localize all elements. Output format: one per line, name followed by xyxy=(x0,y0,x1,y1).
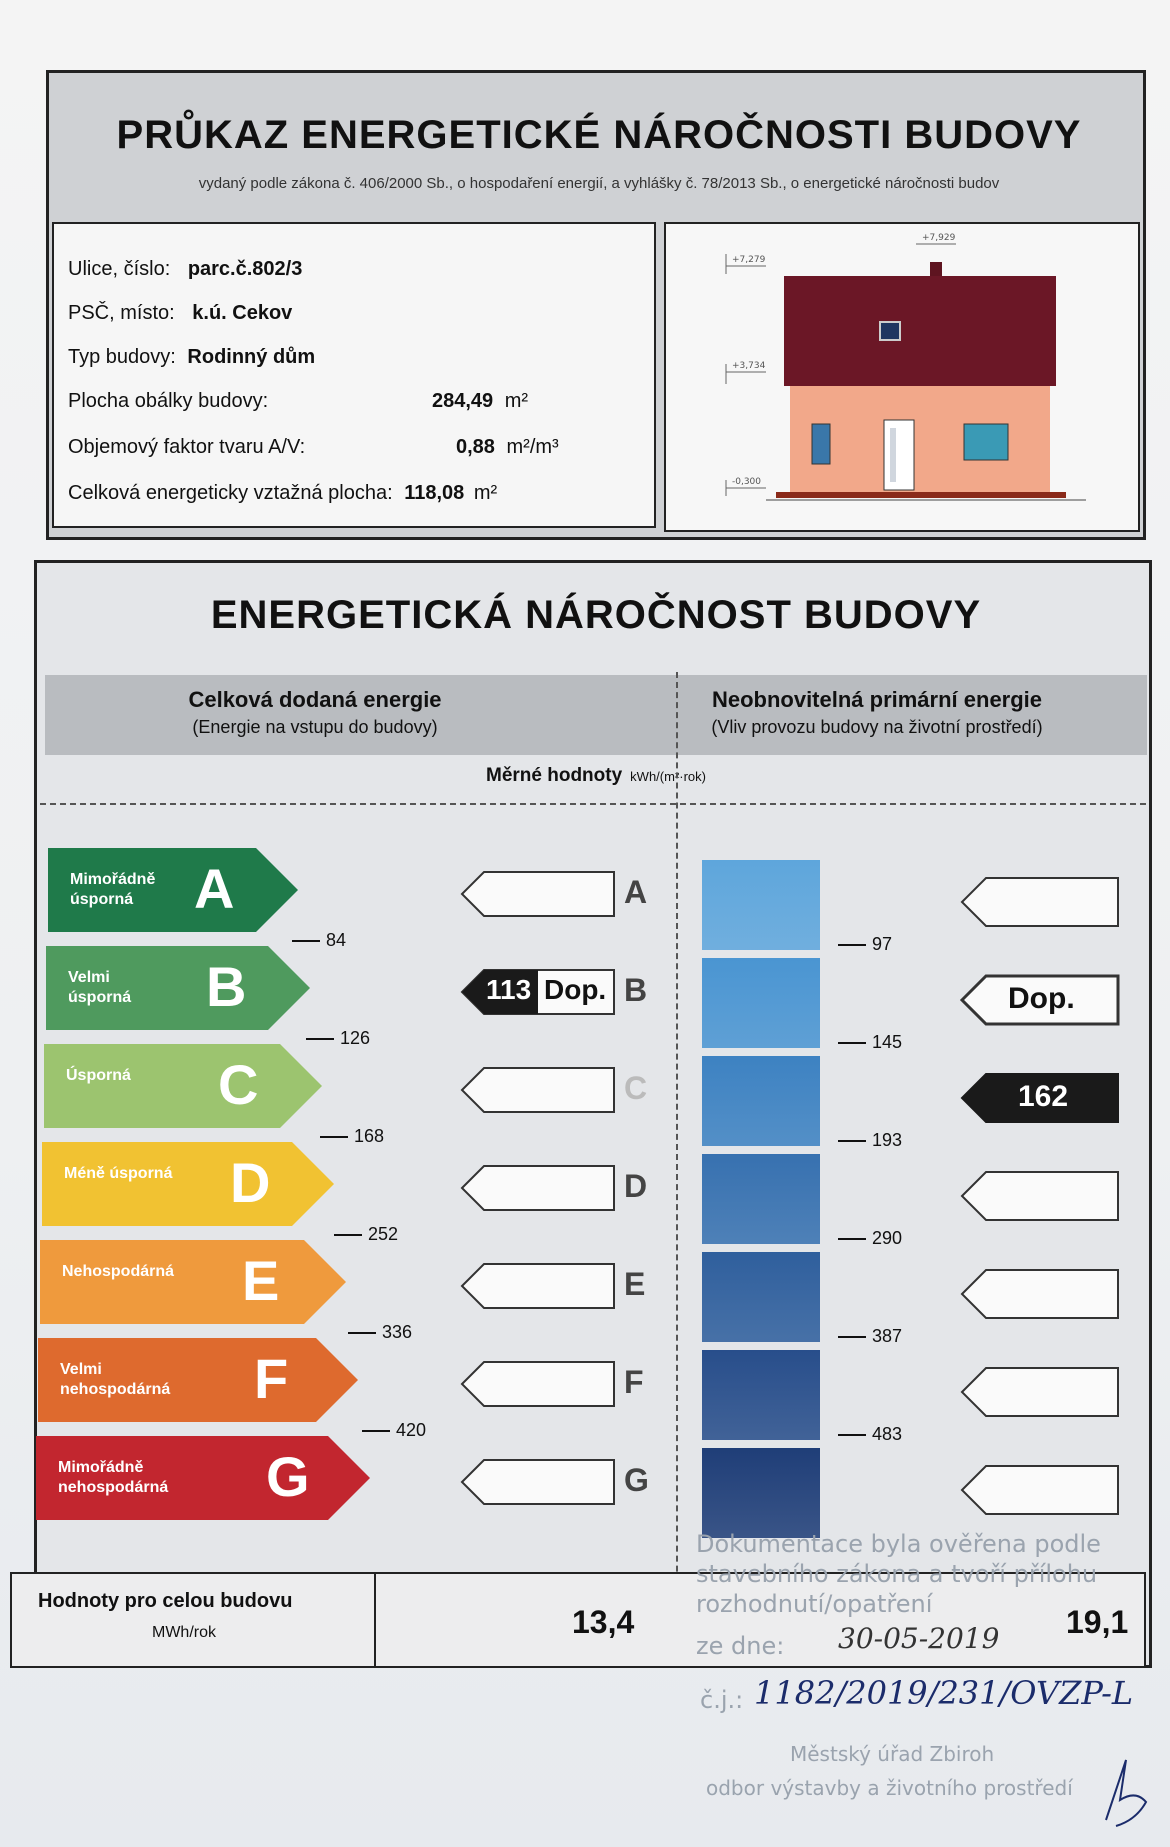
energy-class-a xyxy=(48,848,298,932)
factor-row xyxy=(68,436,628,459)
energy-class-f xyxy=(38,1338,358,1422)
primary-rating-slot-e xyxy=(960,1268,1122,1325)
city-value: k.ú. Cekov xyxy=(192,302,293,324)
level-minus-0300: -0,300 xyxy=(732,477,762,487)
primary-energy-header xyxy=(607,687,1147,738)
primary-scale-band xyxy=(702,1154,820,1244)
class-label: Mimořádně nehospodárná xyxy=(58,1459,169,1496)
stamp-line-2: stavebního zákona a tvoří přílohu xyxy=(696,1560,1098,1588)
primary-threshold: 290 xyxy=(838,1228,902,1249)
delivered-slot-letter: B xyxy=(624,972,648,1008)
street-value: parc.č.802/3 xyxy=(187,258,303,280)
delivered-slot-letter: F xyxy=(624,1364,644,1400)
delivered-slot-letter: A xyxy=(624,874,648,910)
class-letter: D xyxy=(230,1151,271,1214)
envelope-value: 284,49 xyxy=(432,390,494,412)
primary-scale-band xyxy=(702,860,820,950)
primary-rating-text: Dop. xyxy=(1008,982,1075,1015)
class-label: Méně úsporná xyxy=(64,1165,173,1182)
class-letter: B xyxy=(206,955,247,1018)
delivered-threshold: 168 xyxy=(320,1126,384,1147)
energy-class-d xyxy=(42,1142,334,1226)
delivered-slot-letter: G xyxy=(624,1462,649,1498)
primary-scale-band xyxy=(702,958,820,1048)
certificate-title: PRŮKAZ ENERGETICKÉ NÁROČNOSTI BUDOVY xyxy=(116,113,1082,157)
class-label: Nehospodárná xyxy=(62,1263,175,1280)
delivered-energy-header xyxy=(45,687,585,738)
factor-value: 0,88 xyxy=(456,436,495,458)
whole-building-unit: MWh/rok xyxy=(152,1624,216,1641)
primary-rating-value: 162 xyxy=(1018,1080,1069,1113)
primary-scale-band xyxy=(702,1056,820,1146)
type-label: Typ budovy: xyxy=(68,346,176,368)
primary-scale-band xyxy=(702,1350,820,1440)
primary-scale-band xyxy=(702,1252,820,1342)
envelope-row xyxy=(68,390,628,413)
energy-class-e xyxy=(40,1240,346,1324)
envelope-value-group xyxy=(432,390,528,413)
whole-building-title: Hodnoty pro celou budovu xyxy=(38,1590,293,1612)
stamp-date-label: ze dne: xyxy=(696,1632,785,1660)
stamp-date: 30-05-2019 xyxy=(838,1622,1000,1655)
primary-threshold: 193 xyxy=(838,1130,902,1151)
delivered-rating-slot-f xyxy=(460,1360,615,1406)
specific-values-unit: kWh/(m²·rok) xyxy=(630,769,706,784)
delivered-threshold: 252 xyxy=(334,1224,398,1245)
certificate-subtitle: vydaný podle zákona č. 406/2000 Sb., o hospodaření energií, a vyhlášky č. 78/2013 Sb., o energetické náročnosti budov xyxy=(198,175,1000,192)
energy-performance-title: ENERGETICKÁ NÁROČNOST BUDOVY xyxy=(210,593,982,637)
class-letter: A xyxy=(194,857,235,920)
city-row xyxy=(68,302,292,325)
class-letter: E xyxy=(242,1249,280,1312)
primary-threshold: 483 xyxy=(838,1424,902,1445)
stamp-line-3: rozhodnutí/opatření xyxy=(696,1590,933,1618)
delivered-energy-subtitle: (Energie na vstupu do budovy) xyxy=(192,717,438,737)
delivered-slot-letter: E xyxy=(624,1266,646,1302)
class-label: Velmi úsporná xyxy=(68,969,132,1006)
delivered-threshold: 126 xyxy=(306,1028,370,1049)
street-label: Ulice, číslo: xyxy=(68,258,171,280)
envelope-unit: m² xyxy=(504,390,529,412)
primary-rating-slot-f xyxy=(960,1366,1122,1423)
level-3734: +3,734 xyxy=(732,361,766,371)
column-divider xyxy=(676,672,678,1652)
primary-threshold: 97 xyxy=(838,934,892,955)
delivered-threshold: 84 xyxy=(292,930,346,951)
class-label: Úsporná xyxy=(66,1067,131,1084)
building-info-panel xyxy=(52,222,656,528)
delivered-slot-letter: C xyxy=(624,1070,648,1106)
type-row xyxy=(68,346,315,369)
delivered-rating-slot-d xyxy=(460,1164,615,1210)
stamp-ref-label: č.j.: xyxy=(700,1686,744,1714)
class-letter: G xyxy=(266,1445,310,1508)
type-value: Rodinný dům xyxy=(187,346,316,368)
stamp-reference-number: 1182/2019/231/OVZP-L xyxy=(754,1674,1134,1712)
column-headers xyxy=(45,675,1147,755)
envelope-label: Plocha obálky budovy: xyxy=(68,390,269,412)
factor-label: Objemový faktor tvaru A/V: xyxy=(68,436,306,458)
street-row xyxy=(68,258,302,281)
delivered-threshold: 420 xyxy=(362,1420,426,1441)
specific-values-text: Měrné hodnoty xyxy=(486,765,623,786)
signature xyxy=(1096,1740,1156,1830)
area-value: 118,08 xyxy=(404,482,465,504)
delivered-rating-slot-e xyxy=(460,1262,615,1308)
primary-threshold: 387 xyxy=(838,1326,902,1347)
delivered-slot-letter: D xyxy=(624,1168,648,1204)
stamp-department: odbor výstavby a životního prostředí xyxy=(706,1776,1073,1800)
delivered-rating-slot-g xyxy=(460,1458,615,1504)
primary-rating-slot-d xyxy=(960,1170,1122,1227)
primary-energy-title: Neobnovitelná primární energie xyxy=(711,687,1043,712)
delivered-rating-slot-a xyxy=(460,870,615,916)
city-label: PSČ, místo: xyxy=(68,302,175,324)
primary-scale-band xyxy=(702,1448,820,1538)
energy-class-c xyxy=(44,1044,322,1128)
delivered-energy-title: Celková dodaná energie xyxy=(188,687,442,712)
house-elevation-drawing xyxy=(666,224,1138,530)
factor-unit: m²/m³ xyxy=(506,436,559,458)
area-label: Celková energeticky vztažná plocha: xyxy=(68,482,393,504)
building-drawing xyxy=(664,222,1140,532)
factor-value-group xyxy=(456,436,559,459)
area-row xyxy=(68,482,497,505)
footer-divider xyxy=(374,1574,376,1666)
level-7929: +7,929 xyxy=(922,233,956,243)
class-label: Mimořádně úsporná xyxy=(70,871,156,908)
delivered-threshold: 336 xyxy=(348,1322,412,1343)
delivered-energy-total: 13,4 xyxy=(572,1604,635,1640)
primary-rating-slot-a xyxy=(960,876,1122,933)
delivered-rating-slot-c xyxy=(460,1066,615,1112)
primary-rating-slot-g xyxy=(960,1464,1122,1521)
stamp-office: Městský úřad Zbiroh xyxy=(790,1742,995,1766)
specific-values-label xyxy=(37,765,1155,787)
level-7279: +7,279 xyxy=(732,255,766,265)
class-letter: C xyxy=(218,1053,259,1116)
energy-class-b xyxy=(46,946,310,1030)
delivered-rating-text: Dop. xyxy=(544,974,607,1005)
primary-energy-subtitle: (Vliv provozu budovy na životní prostředí) xyxy=(711,717,1043,737)
stamp-line-1: Dokumentace byla ověřena podle xyxy=(696,1530,1101,1558)
class-label: Velmi nehospodárná xyxy=(60,1361,171,1398)
class-letter: F xyxy=(254,1347,289,1410)
energy-class-g xyxy=(36,1436,370,1520)
primary-energy-total: 19,1 xyxy=(1066,1604,1129,1640)
area-unit: m² xyxy=(473,482,498,504)
delivered-rating-value: 113 xyxy=(486,974,532,1005)
header-divider xyxy=(40,803,1146,805)
primary-threshold: 145 xyxy=(838,1032,902,1053)
